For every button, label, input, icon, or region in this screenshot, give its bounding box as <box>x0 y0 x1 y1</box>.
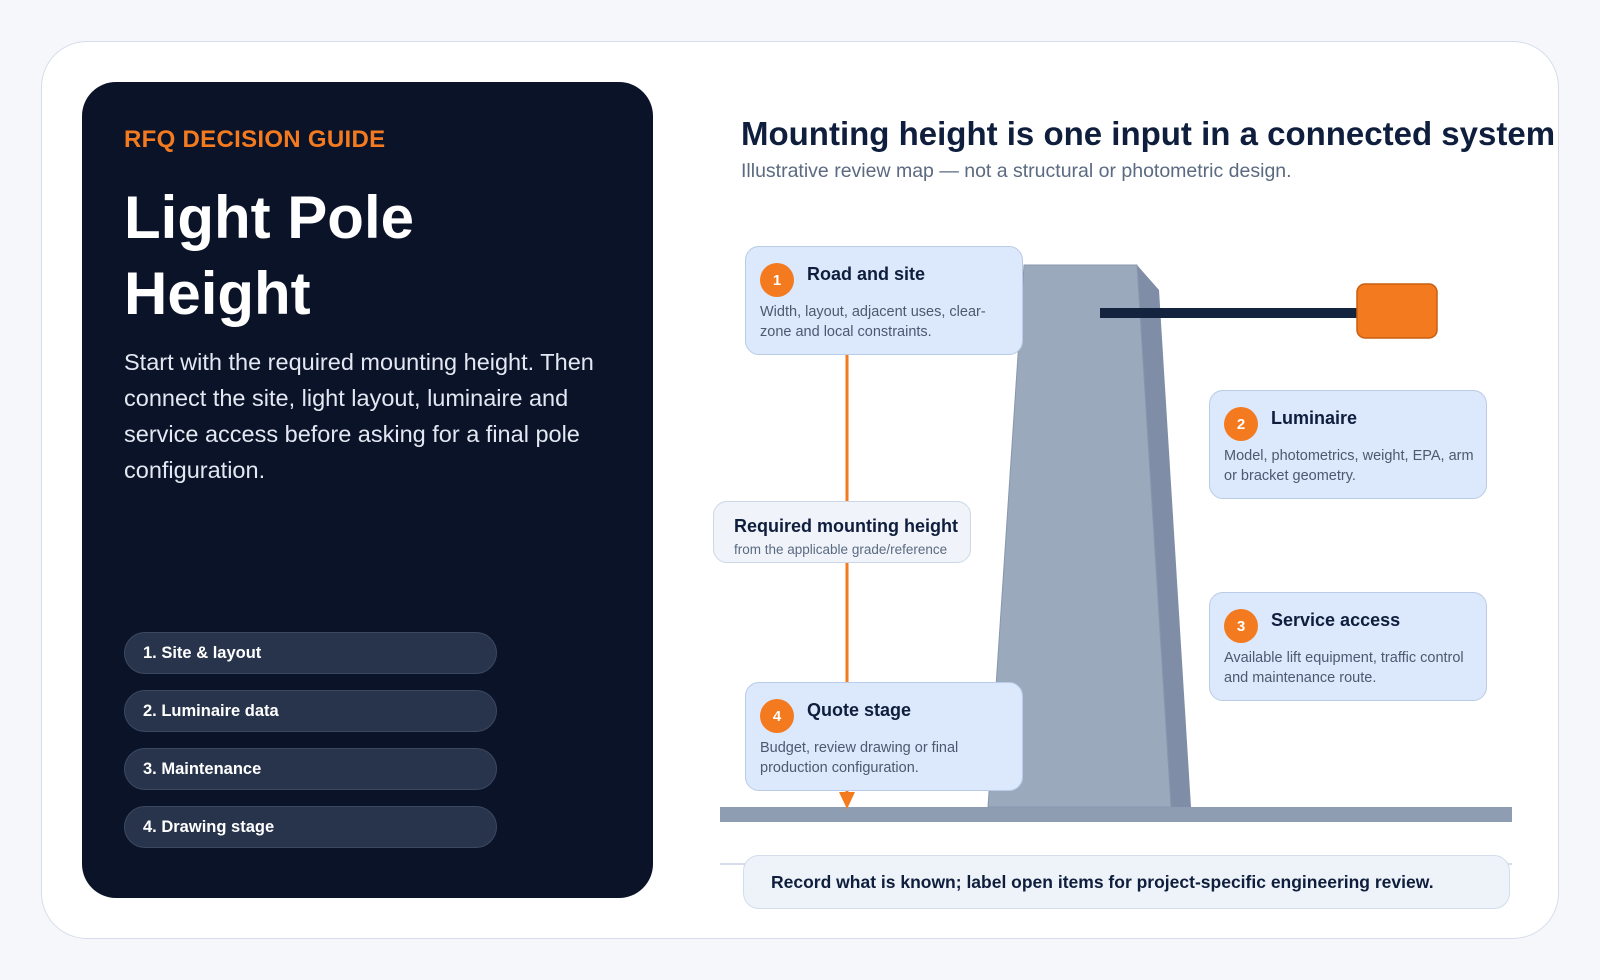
box-road-and-site <box>745 246 1023 355</box>
badge-4: 4 <box>760 699 794 733</box>
box-desc-service-access: Available lift equipment, traffic control and maintenance route. <box>1224 650 1464 686</box>
box-quote-stage <box>745 682 1023 791</box>
guide-eyebrow: RFQ DECISION GUIDE <box>124 126 386 153</box>
guide-title: Light Pole Height <box>124 184 414 327</box>
box-luminaire <box>1209 390 1487 499</box>
box-title-luminaire: Luminaire <box>1271 408 1358 428</box>
step-maintenance[interactable]: 3. Maintenance <box>124 748 497 790</box>
box-service-access <box>1209 592 1487 701</box>
box-desc-luminaire: Model, photometrics, weight, EPA, arm or bracket geometry. <box>1224 448 1474 484</box>
height-arrow-head <box>839 792 855 809</box>
box-desc-road-and-site: Width, layout, adjacent uses, clear-zone and local constraints. <box>760 304 986 340</box>
step-site-layout[interactable]: 1. Site & layout <box>124 632 497 674</box>
review-note: Record what is known; label open items for project-specific engineering review. <box>743 855 1510 909</box>
box-title-road-and-site: Road and site <box>807 264 926 284</box>
box-desc-quote-stage: Budget, review drawing or final production configuration. <box>760 740 959 776</box>
step-drawing-stage[interactable]: 4. Drawing stage <box>124 806 497 848</box>
badge-3: 3 <box>1224 609 1258 643</box>
required-height-subtitle: from the applicable grade/reference <box>734 542 948 557</box>
box-title-quote-stage: Quote stage <box>807 700 912 720</box>
guide-lead: Start with the required mounting height. Then connect the site, light layout, luminaire and service access before asking for a final pole configuration. <box>124 349 594 483</box>
badge-1: 1 <box>760 263 794 297</box>
pole-arm <box>1100 308 1358 318</box>
diagram-subtitle: Illustrative review map — not a structural or photometric design. <box>741 160 1292 182</box>
step-luminaire-data[interactable]: 2. Luminaire data <box>124 690 497 732</box>
diagram-title: Mounting height is one input in a connected system <box>741 115 1556 152</box>
box-title-service-access: Service access <box>1271 610 1401 630</box>
required-height-label <box>713 501 971 563</box>
required-height-title: Required mounting height <box>734 516 958 536</box>
ground-line <box>720 807 1512 822</box>
luminaire-head <box>1357 284 1437 338</box>
badge-2: 2 <box>1224 407 1258 441</box>
